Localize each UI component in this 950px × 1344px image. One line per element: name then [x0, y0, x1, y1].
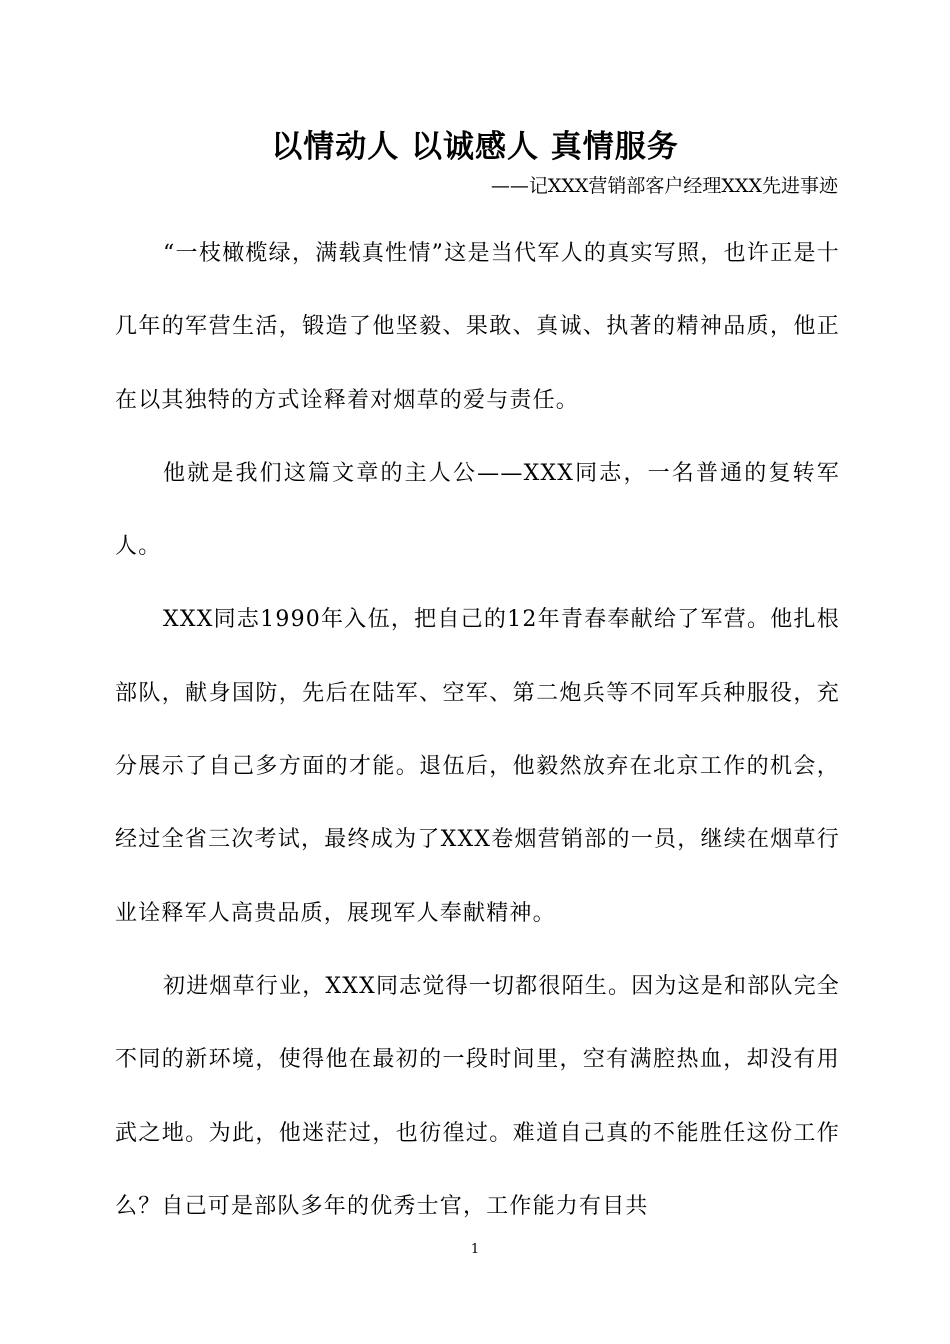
paragraph-2: 他就是我们这篇文章的主人公——XXX同志，一名普通的复转军人。	[115, 460, 840, 560]
document-subtitle: ——记XXX营销部客户经理XXX先进事迹	[490, 175, 838, 197]
paragraph-1: “一枝橄榄绿，满载真性情”这是当代军人的真实写照，也许正是十几年的军营生活，锻造了他坚毅、果敢、真诚、执著的精神品质，他正在以其独特的方式诠释着对烟草的爱与责任。	[115, 241, 840, 413]
paragraph-4: 初进烟草行业，XXX同志觉得一切都很陌生。因为这是和部队完全不同的新环境，使得他在最初的一段时间里，空有满腔热血，却没有用武之地。为此，他迷茫过，也彷徨过。难道自己真的不能胜任这份工作么？自己可是部队多年的优秀士官，工作能力有目共	[115, 973, 840, 1219]
page-number: 1	[470, 1242, 480, 1257]
document-title: 以情动人 以诚感人 真情服务	[271, 129, 679, 165]
document-body	[115, 217, 840, 1243]
paragraph-3: XXX同志1990年入伍，把自己的12年青春奉献给了军营。他扎根部队，献身国防，先后在陆军、空军、第二炮兵等不同军兵种服役，充分展示了自己多方面的才能。退伍后，他毅然放弃在北京工作的机会，经过全省三次考试，最终成为了XXX卷烟营销部的一员，继续在烟草行业诠释军人高贵品质，展现军人奉献精神。	[115, 607, 840, 926]
